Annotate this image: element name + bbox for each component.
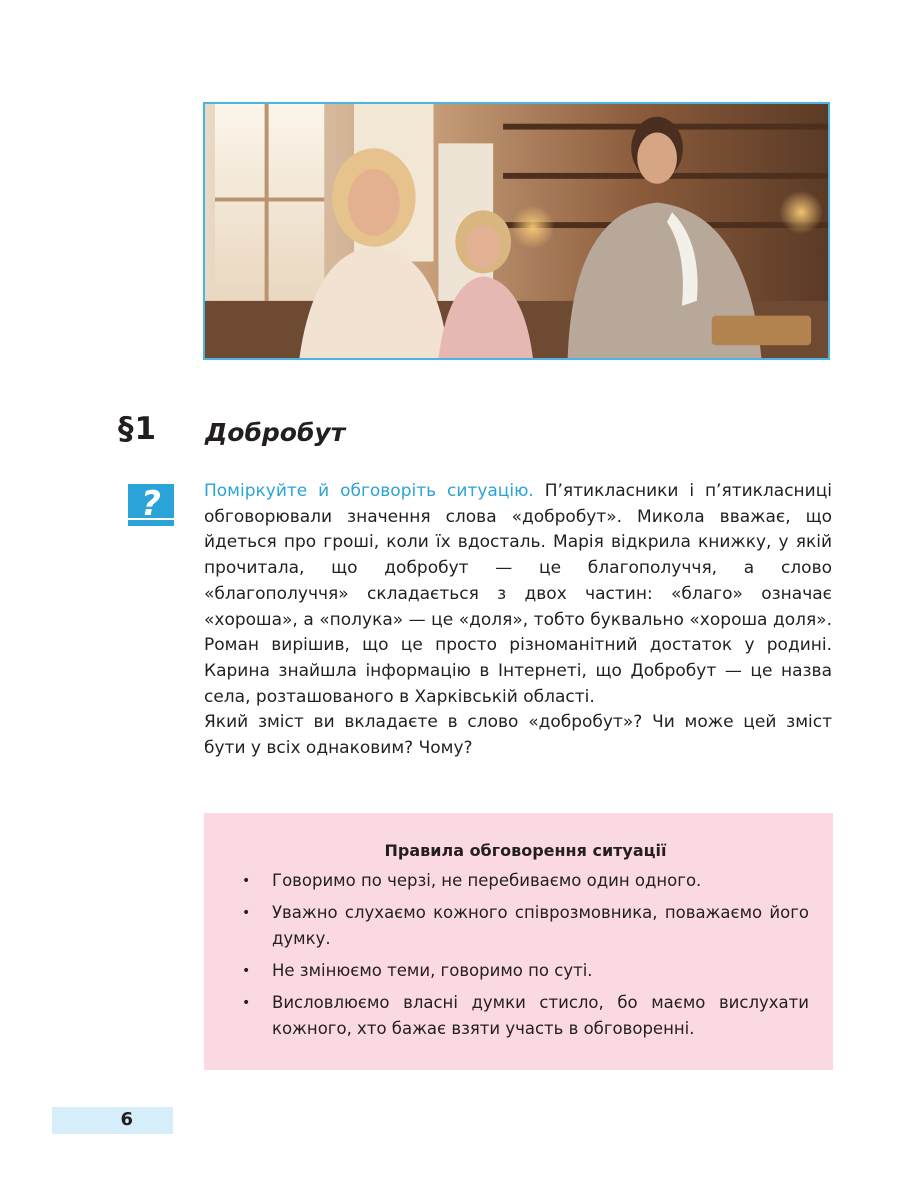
- rules-title: Правила обговорення ситуації: [384, 841, 667, 860]
- bullet-icon: •: [242, 873, 251, 889]
- bullet-icon: •: [242, 963, 251, 979]
- situation-paragraph: [204, 479, 832, 710]
- page-number: 6: [120, 1109, 133, 1130]
- rules-list: [238, 868, 809, 1042]
- section-number: §1: [118, 411, 158, 447]
- list-item: • Уважно слухаємо кожного співрозмовника, поважаємо його думку.: [238, 900, 809, 952]
- page-number-bar: [52, 1107, 173, 1134]
- list-item: • Не змінюємо теми, говоримо по суті.: [238, 958, 809, 984]
- question-mark-icon: [128, 484, 174, 526]
- family-kitchen-photo: [203, 102, 830, 360]
- lead-instruction: Поміркуйте й обговоріть ситуацію.: [204, 481, 534, 501]
- situation-text: [204, 479, 832, 762]
- bullet-icon: •: [242, 905, 251, 921]
- discussion-questions: Який зміст ви вкладаєте в слово «добробут»? Чи може цей зміст бути у всіх однаковим? Чому?: [204, 712, 832, 759]
- bullet-icon: •: [242, 995, 251, 1011]
- situation-body: П’ятикласники і п’ятикласниці обговорювали значення слова «добробут». Микола вважає, що йдеться про гроші, коли їх вдосталь. Марія відкрила книжку, у якій прочитала, що добробут — це благополуччя, а слово «благополуччя» складається з двох частин: «благо» означає «хороша», а «полука» — це «доля», тобто буквально «хороша доля». Роман вирішив, що це просто різноманітний достаток у родині. Карина знайшла інформацію в Інтернеті, що Добробут — це назва села, розташованого в Харківській області.: [204, 481, 832, 707]
- photo-illustration: [205, 104, 828, 358]
- svg-text:?: ?: [141, 484, 161, 524]
- list-item: • Говоримо по черзі, не перебиваємо один одного.: [238, 868, 809, 894]
- section-title: Добробут: [205, 418, 346, 447]
- list-item: • Висловлюємо власні думки стисло, бо маємо вислухати кожного, хто бажає взяти участь в обговоренні.: [238, 990, 809, 1042]
- discussion-rules-box: [204, 813, 833, 1070]
